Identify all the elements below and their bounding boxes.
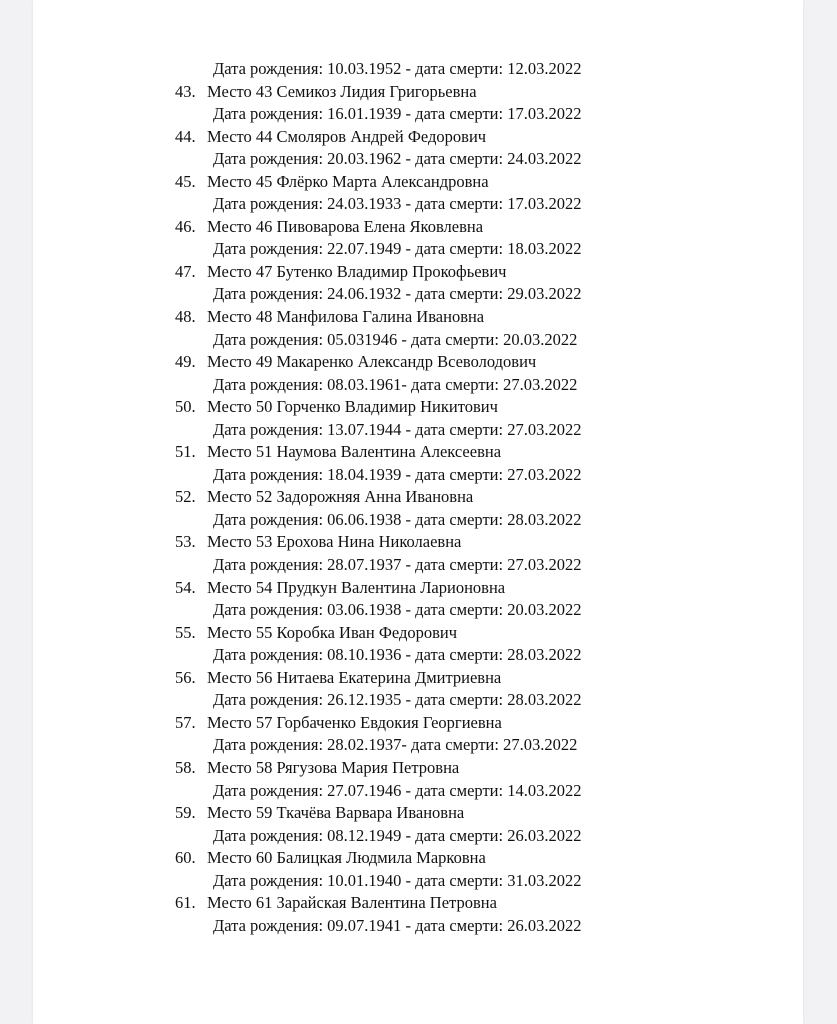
- list-item: [175, 531, 775, 576]
- entry-dates: Дата рождения: 08.10.1936 - дата смерти: 28.03.2022: [213, 645, 582, 665]
- entry-name: Место 50 Горченко Владимир Никитович: [207, 397, 498, 417]
- entry-name: Место 59 Ткачёва Варвара Ивановна: [207, 803, 465, 823]
- list-item: [175, 757, 775, 802]
- entry-number: 54.: [175, 577, 196, 597]
- list-item: [175, 712, 775, 757]
- entry-number: 58.: [175, 757, 196, 777]
- entry-name: Место 49 Макаренко Александр Всеволодович: [207, 352, 537, 372]
- entry-number: 53.: [175, 532, 196, 552]
- entry-dates: Дата рождения: 27.07.1946 - дата смерти: 14.03.2022: [213, 780, 582, 800]
- entry-dates: Дата рождения: 10.01.1940 - дата смерти: 31.03.2022: [213, 870, 582, 890]
- list-item: [175, 171, 775, 216]
- entry-name: Место 47 Бутенко Владимир Прокофьевич: [207, 261, 507, 281]
- entry-name: Место 61 Зарайская Валентина Петровна: [207, 893, 497, 913]
- entry-dates: Дата рождения: 24.03.1933 - дата смерти: 17.03.2022: [213, 194, 582, 214]
- entry-number: 52.: [175, 487, 196, 507]
- entry-dates: Дата рождения: 08.03.1961- дата смерти: 27.03.2022: [213, 374, 578, 394]
- entry-dates: Дата рождения: 20.03.1962 - дата смерти: 24.03.2022: [213, 149, 582, 169]
- entry-number: 49.: [175, 352, 196, 372]
- entry-dates: Дата рождения: 05.031946 - дата смерти: 20.03.2022: [213, 329, 578, 349]
- document-page: [33, 0, 803, 1024]
- entry-dates: Дата рождения: 26.12.1935 - дата смерти: 28.03.2022: [213, 690, 582, 710]
- document-content: [175, 58, 775, 937]
- entry-number: 57.: [175, 712, 196, 732]
- entry-number: 50.: [175, 397, 196, 417]
- entry-number: 61.: [175, 893, 196, 913]
- entry-name: Место 58 Рягузова Мария Петровна: [207, 757, 460, 777]
- entry-name: Место 43 Семикоз Лидия Григорьевна: [207, 81, 477, 101]
- list-item: [175, 441, 775, 486]
- entry-number: 47.: [175, 261, 196, 281]
- entry-dates: Дата рождения: 28.02.1937- дата смерти: 27.03.2022: [213, 735, 578, 755]
- entry-number: 44.: [175, 126, 196, 146]
- entry-number: 48.: [175, 307, 196, 327]
- entry-dates: Дата рождения: 18.04.1939 - дата смерти: 27.03.2022: [213, 464, 582, 484]
- entry-name: Место 46 Пивоварова Елена Яковлевна: [207, 216, 484, 236]
- list-item: [175, 577, 775, 622]
- list-item: [175, 486, 775, 531]
- entry-name: Место 51 Наумова Валентина Алексеевна: [207, 442, 502, 462]
- entry-name: Место 48 Манфилова Галина Ивановна: [207, 307, 485, 327]
- list-item: [175, 81, 775, 126]
- entry-name: Место 55 Коробка Иван Федорович: [207, 622, 458, 642]
- entry-dates: Дата рождения: 10.03.1952 - дата смерти: 12.03.2022: [213, 59, 582, 78]
- entry-number: 59.: [175, 803, 196, 823]
- entry-number: 60.: [175, 848, 196, 868]
- list-item: [175, 802, 775, 847]
- list-item: [175, 396, 775, 441]
- list-item: [175, 306, 775, 351]
- entry-number: 46.: [175, 216, 196, 236]
- entry-dates: Дата рождения: 24.06.1932 - дата смерти: 29.03.2022: [213, 284, 582, 304]
- list-item: [175, 847, 775, 892]
- list-item: [175, 126, 775, 171]
- entry-name: Место 54 Прудкун Валентина Ларионовна: [207, 577, 506, 597]
- entry-dates: Дата рождения: 28.07.1937 - дата смерти: 27.03.2022: [213, 555, 582, 575]
- entry-name: Место 44 Смоляров Андрей Федорович: [207, 126, 487, 146]
- entry-name: Место 60 Балицкая Людмила Марковна: [207, 848, 486, 868]
- entry-dates: Дата рождения: 08.12.1949 - дата смерти: 26.03.2022: [213, 825, 582, 845]
- entry-number: 56.: [175, 667, 196, 687]
- entry-number: 43.: [175, 81, 196, 101]
- entry-number: 55.: [175, 622, 196, 642]
- entry-dates: Дата рождения: 22.07.1949 - дата смерти: 18.03.2022: [213, 239, 582, 259]
- entry-name: Место 56 Нитаева Екатерина Дмитриевна: [207, 667, 502, 687]
- list-item: [175, 622, 775, 667]
- entry-number: 51.: [175, 442, 196, 462]
- entry-name: Место 45 Флёрко Марта Александровна: [207, 171, 489, 191]
- list-item: [175, 351, 775, 396]
- entry-name: Место 53 Ерохова Нина Николаевна: [207, 532, 462, 552]
- entry-number: 45.: [175, 171, 196, 191]
- entry-dates: Дата рождения: 09.07.1941 - дата смерти: 26.03.2022: [213, 915, 582, 935]
- list-item: [175, 261, 775, 306]
- entry-name: Место 57 Горбаченко Евдокия Георгиевна: [207, 712, 502, 732]
- list-item: [175, 892, 775, 937]
- list-item: [175, 667, 775, 712]
- entry-dates: Дата рождения: 03.06.1938 - дата смерти: 20.03.2022: [213, 600, 582, 620]
- entry-dates: Дата рождения: 13.07.1944 - дата смерти: 27.03.2022: [213, 419, 582, 439]
- entry-dates: Дата рождения: 06.06.1938 - дата смерти: 28.03.2022: [213, 509, 582, 529]
- list-item: [175, 216, 775, 261]
- entry-name: Место 52 Задорожняя Анна Ивановна: [207, 487, 474, 507]
- entry-dates: Дата рождения: 16.01.1939 - дата смерти: 17.03.2022: [213, 104, 582, 124]
